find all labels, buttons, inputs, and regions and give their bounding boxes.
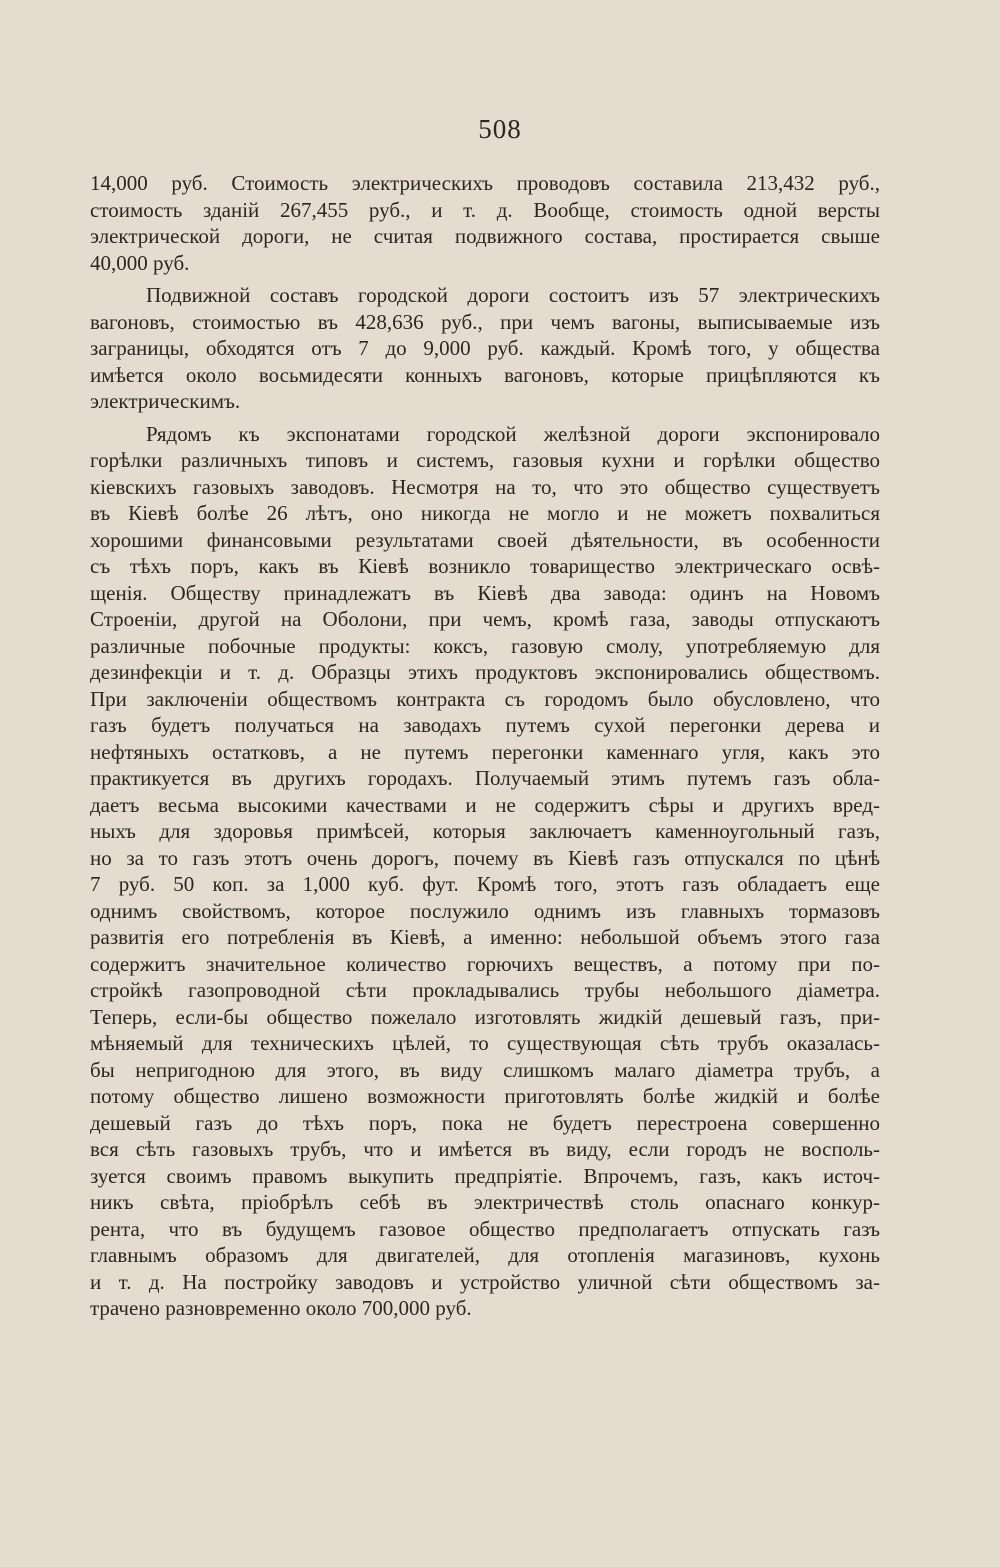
text-line: бы непригодною для этого, въ виду слишкомъ малаго діаметра трубъ, а <box>90 1057 880 1082</box>
text-line: 40,000 руб. <box>90 250 190 275</box>
text-line: рента, что въ будущемъ газовое общество предполагаетъ отпускать газъ <box>90 1216 880 1241</box>
text-line: содержитъ значительное количество горючихъ веществъ, а потому при по- <box>90 951 880 976</box>
text-line: съ тѣхъ поръ, какъ въ Кіевѣ возникло товарищество электрическаго освѣ- <box>90 554 880 578</box>
page-number: 508 <box>478 114 522 144</box>
text-line: заграницы, обходятся отъ 7 до 9,000 руб. каждый. Кромѣ того, у общества <box>90 336 880 360</box>
text-line: нефтяныхъ остатковъ, а не путемъ перегонки каменнаго угля, какъ это <box>90 739 880 764</box>
text-line: вагоновъ, стоимостью въ 428,636 руб., при чемъ вагоны, выписываемые изъ <box>90 309 880 334</box>
text-line: горѣлки различныхъ типовъ и системъ, газовыя кухни и горѣлки общество <box>90 448 880 472</box>
text-line: Теперь, если-бы общество пожелало изготовлять жидкій дешевый газъ, при- <box>90 1004 880 1029</box>
text-line: однимъ свойствомъ, которое послужило однимъ изъ главныхъ тормазовъ <box>90 898 880 923</box>
text-line: дезинфекціи и т. д. Образцы этихъ продуктовъ экспонировались обществомъ. <box>90 660 880 684</box>
text-line: трачено разновременно около 700,000 руб. <box>90 1296 472 1320</box>
text-line: развитія его потребленія въ Кіевѣ, а именно: небольшой объемъ этого газа <box>90 925 880 949</box>
text-line: 7 руб. 50 коп. за 1,000 куб. фут. Кромѣ того, этотъ газъ обладаетъ еще <box>90 872 880 896</box>
text-line: практикуется въ другихъ городахъ. Получаемый этимъ путемъ газъ обла- <box>90 766 880 790</box>
text-line: зуется своимъ правомъ выкупить предпріятіе. Впрочемъ, газъ, какъ источ- <box>90 1163 880 1188</box>
text-line: электрической дороги, не считая подвижного состава, простирается свыше <box>90 224 880 248</box>
text-line: даетъ весьма высокими качествами и не содержитъ сѣры и другихъ вред- <box>90 792 880 817</box>
text-line: имѣется около восьмидесяти конныхъ вагоновъ, которые прицѣпляются къ <box>90 362 880 387</box>
body-text <box>90 170 880 1328</box>
paragraph <box>90 170 880 276</box>
text-line: щенія. Обществу принадлежатъ въ Кіевѣ два завода: одинъ на Новомъ <box>90 580 880 605</box>
text-line: кіевскихъ газовыхъ заводовъ. Несмотря на то, что это общество существуетъ <box>90 474 880 499</box>
text-line: Рядомъ къ экспонатами городской желѣзной дороги экспонировало <box>146 421 880 446</box>
text-line: главнымъ образомъ для двигателей, для отопленія магазиновъ, кухонь <box>90 1243 880 1267</box>
text-line: никъ свѣта, пріобрѣлъ себѣ въ электричествѣ столь опаснаго конкур- <box>90 1190 880 1214</box>
text-line: При заключеніи обществомъ контракта съ городомъ было обусловлено, что <box>90 686 880 711</box>
text-line: стоимость зданій 267,455 руб., и т. д. Вообще, стоимость одной версты <box>90 197 880 222</box>
text-line: различные побочные продукты: коксъ, газовую смолу, употребляемую для <box>90 633 880 658</box>
text-line: хорошими финансовыми результатами своей дѣятельности, въ особенности <box>90 527 880 552</box>
text-line: Строеніи, другой на Оболони, при чемъ, кромѣ газа, заводы отпускаютъ <box>90 607 880 631</box>
text-line: 14,000 руб. Стоимость электрическихъ проводовъ составила 213,432 руб., <box>90 171 880 195</box>
text-line: стройкѣ газопроводной сѣти прокладывались трубы небольшого діаметра. <box>90 978 880 1002</box>
text-line: дешевый газъ до тѣхъ поръ, пока не будетъ перестроена совершенно <box>90 1110 880 1135</box>
text-line: въ Кіевѣ болѣе 26 лѣтъ, оно никогда не могло и не можетъ похвалиться <box>90 501 880 525</box>
text-line: мѣняемый для техническихъ цѣлей, то существующая сѣть трубъ оказалась- <box>90 1031 880 1055</box>
paragraph <box>90 421 880 1322</box>
text-line: ныхъ для здоровья примѣсей, которыя заключаетъ каменноугольный газъ, <box>90 819 880 843</box>
paragraph <box>90 282 880 415</box>
text-line: и т. д. На постройку заводовъ и устройство уличной сѣти обществомъ за- <box>90 1269 880 1294</box>
text-line: но за то газъ этотъ очень дорогъ, почему въ Кіевѣ газъ отпускался по цѣнѣ <box>90 845 880 870</box>
text-line: потому общество лишено возможности приготовлять болѣе жидкій и болѣе <box>90 1084 880 1108</box>
text-line: Подвижной составъ городской дороги состоитъ изъ 57 электрическихъ <box>146 283 880 307</box>
text-line: вся сѣть газовыхъ трубъ, что и имѣется въ виду, если городъ не восполь- <box>90 1137 880 1161</box>
text-line: электрическимъ. <box>90 389 241 413</box>
text-line: газъ будетъ получаться на заводахъ путемъ сухой перегонки дерева и <box>90 713 880 737</box>
